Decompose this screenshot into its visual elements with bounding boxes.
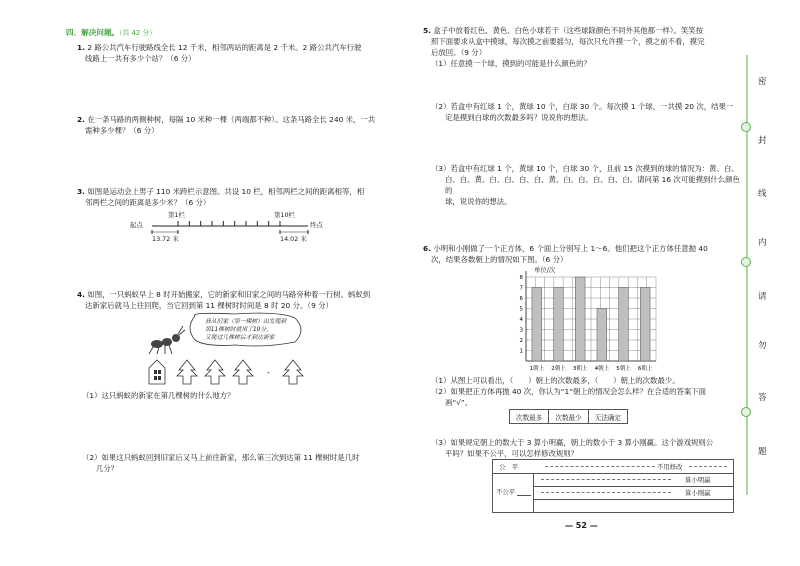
question-text: （1）任意摸一个球，摸到的可能是什么颜色的？: [431, 59, 591, 68]
question-text: 照下面要求从盒中摸球，每次摸之前要摇匀，每次只允许摸一个，摸之前不看，摸完: [431, 37, 705, 46]
question-text: 如图是运动会上男子 110 米跨栏示意图。共设 10 栏，相邻两栏之间的距离相等，相: [87, 187, 365, 196]
left-distance-label: 13.72 米: [152, 235, 179, 243]
question-text: 小明和小刚做了一个正方体，6 个面上分别写上 1～6。他们把这个正方体任意抛 40: [433, 244, 708, 253]
first-hurdle-label: 第1栏: [168, 211, 185, 219]
question-text: 平吗？如果不公平，可以怎样修改规则？: [445, 449, 579, 458]
question-text: 2 路公共汽车行驶路线全长 12 千米，相邻两站的距离是 2 千米。2 路公共汽车行驶: [87, 43, 362, 52]
tree-icon: [177, 360, 197, 384]
unfair-label: 不公平: [496, 488, 516, 496]
binding-hole: [741, 407, 751, 417]
question-text: （2）如果把正方体再抛 40 次，你认为“1”朝上的情况会怎么样？在合适的答案下面: [431, 387, 707, 396]
question-4: [77, 289, 377, 311]
question-text: 白、白、黄、白、白、白、白、黄、白、白、白、白、白。请问第 16 次可能摸到什么颜色的: [445, 175, 740, 195]
option-most[interactable]: 次数最多: [510, 410, 549, 424]
seal-char: 封: [758, 136, 767, 146]
tree-icon: [283, 360, 303, 384]
question-text: 线路上一共有多少个站？（6 分）: [85, 54, 196, 63]
x-tick-label: 5朝上: [616, 366, 631, 372]
question-text: （3）如果规定朝上的数大于 3 算小明赢，朝上的数小于 3 算小刚赢。这个游戏规则公: [431, 438, 714, 447]
unfair-cell: [493, 473, 534, 512]
question-text: 几分？: [96, 464, 119, 473]
question-text: 需种多少棵？（6 分）: [85, 126, 159, 135]
question-text: 画“√”。: [445, 398, 473, 407]
end-label: 终点: [310, 221, 323, 229]
seal-char: 勿: [758, 341, 767, 351]
question-6: [423, 243, 741, 265]
question-text: 次，结果各数朝上的情况如下图。（6 分）: [431, 255, 568, 264]
speech-bubble-line: 我从旧家（第一棵树）出发爬到: [205, 319, 287, 325]
option-uncertain[interactable]: 无法确定: [588, 410, 627, 424]
question-text: 定是摸到白球的次数最多吗？说说你的想法。: [445, 113, 593, 122]
question-6-sub-3: [431, 437, 741, 459]
tree-icon: [233, 360, 253, 384]
question-text: 球，说说你的想法。: [445, 197, 512, 206]
ellipsis-dash: -: [267, 368, 270, 377]
section-title: 四、解决问题。: [66, 28, 120, 37]
question-text: （2）若盒中有红球 1 个，黄球 10 个，白球 30 个。每次摸 1 个球，一共摸 20 次，结果一: [431, 102, 734, 111]
y-tick-label: 8: [519, 275, 523, 281]
question-text: 在一条马路的两侧种树，每隔 10 米种一棵（两端都不种）。这条马路全长 240 米，一共: [87, 115, 376, 124]
binding-hole: [741, 122, 751, 132]
page-number: — 52 —: [565, 521, 598, 530]
y-tick-label: 1: [519, 348, 523, 355]
seal-char: 内: [758, 238, 767, 248]
seal-char: 题: [758, 447, 767, 457]
seal-char: 线: [758, 189, 767, 199]
question-number: 3.: [77, 187, 85, 196]
start-label: 起点: [130, 221, 143, 229]
question-4-sub-2: [82, 452, 382, 474]
section-points: （共 42 分）: [119, 29, 156, 37]
hurdle-diagram: [130, 210, 340, 242]
y-tick-label: 3: [519, 327, 523, 334]
binding-hole: [741, 257, 751, 267]
question-text: 邻两栏之间的距离是多少米？（6 分）: [85, 198, 211, 207]
answer-line[interactable]: [545, 466, 655, 467]
chart-svg: [510, 265, 660, 377]
question-text: （3）若盒中有红球 1 个，黄球 10 个，白球 30 个，且前 15 次摸到的球的情况为：黄、白、: [431, 164, 739, 173]
chart-bar: [575, 277, 585, 361]
x-tick-label: 6朝上: [637, 366, 653, 372]
y-tick-label: 7: [519, 285, 523, 292]
no-change-label: 不用修改: [657, 463, 683, 471]
seal-char: 密: [758, 77, 767, 87]
question-5: [423, 25, 741, 69]
question-text: （1）从图上可以看出，（ ）朝上的次数最多，（ ）朝上的次数最少。: [431, 376, 680, 385]
question-number: 1.: [77, 43, 85, 52]
x-tick-label: 1朝上: [529, 366, 545, 372]
bar-chart: [510, 265, 660, 377]
speech-bubble-line: 第11棵树时就用了10分，: [205, 327, 272, 333]
chart-bar: [597, 309, 607, 362]
xiaoming-wins-label: 算小明赢: [685, 476, 711, 484]
option-least[interactable]: 次数最少: [549, 410, 588, 424]
question-1: [77, 42, 377, 64]
chart-y-label: 单位/次: [534, 266, 556, 274]
question-number: 6.: [423, 244, 431, 253]
section-header: [66, 27, 156, 39]
chart-bar: [640, 288, 650, 362]
ant-illustration: [145, 312, 315, 387]
tenth-hurdle-label: 第10栏: [274, 211, 295, 219]
question-text: 达新家后就马上往回爬，当它回到第 11 棵树时时间是 8 时 20 分。（9 分）: [85, 301, 333, 310]
question-5-sub-2: [431, 101, 741, 123]
unfair-row-2: [533, 486, 733, 500]
binding-line: [746, 55, 748, 495]
question-text: 如图，一只蚂蚁早上 8 时开始搬家，它的新家和旧家之间的马路旁种着一行树。蚂蚁到: [87, 290, 371, 299]
tree-icon: [205, 360, 225, 384]
answer-line[interactable]: [689, 466, 727, 467]
question-6-sub-1-2: [431, 375, 741, 408]
question-4-sub-1: （1）这只蚂蚁的新家在第几棵树的什么地方？: [82, 391, 235, 400]
x-tick-label: 4朝上: [594, 366, 610, 372]
rule-table: [492, 459, 734, 513]
question-number: 5.: [423, 26, 431, 35]
x-tick-label: 3朝上: [572, 366, 588, 372]
question-text: （2）如果这只蚂蚁回到旧家后又马上前往新家，那么第三次到达第 11 棵树时是几时: [82, 453, 360, 462]
chart-bar: [532, 288, 542, 362]
question-number: 2.: [77, 115, 85, 124]
fair-row: [493, 460, 733, 474]
answer-line[interactable]: [541, 492, 671, 493]
old-house-icon: [149, 360, 165, 384]
right-distance-label: 14.02 米: [280, 235, 307, 243]
y-tick-label: 5: [519, 306, 523, 313]
question-text: 盒子中放着红色、黄色、白色小球若干（这些球除颜色不同外其他都一样）。笑笑按: [433, 26, 704, 35]
answer-options-table: [509, 409, 628, 424]
y-tick-label: 2: [519, 338, 523, 344]
fair-label: 公 平: [499, 463, 519, 471]
chart-bar: [619, 288, 629, 362]
question-text: 后放回。（9 分）: [431, 48, 487, 57]
seal-char: 答: [758, 393, 767, 403]
seal-char: 请: [758, 292, 767, 302]
unfair-row-1: [533, 473, 733, 487]
answer-line[interactable]: [541, 479, 671, 480]
chart-bar: [554, 288, 564, 362]
answer-line[interactable]: [517, 495, 531, 496]
xiaogang-wins-label: 算小刚赢: [685, 489, 711, 497]
y-tick-label: 6: [519, 296, 523, 302]
y-tick-label: 4: [519, 317, 523, 323]
question-5-sub-3: [431, 163, 741, 207]
question-3: [77, 186, 377, 208]
speech-bubble-line: 又爬过几棵树后才到达新家: [205, 335, 275, 341]
ant-icon: [149, 326, 185, 354]
question-number: 4.: [77, 290, 85, 299]
question-2: [77, 114, 377, 136]
x-tick-label: 2朝上: [551, 366, 566, 372]
